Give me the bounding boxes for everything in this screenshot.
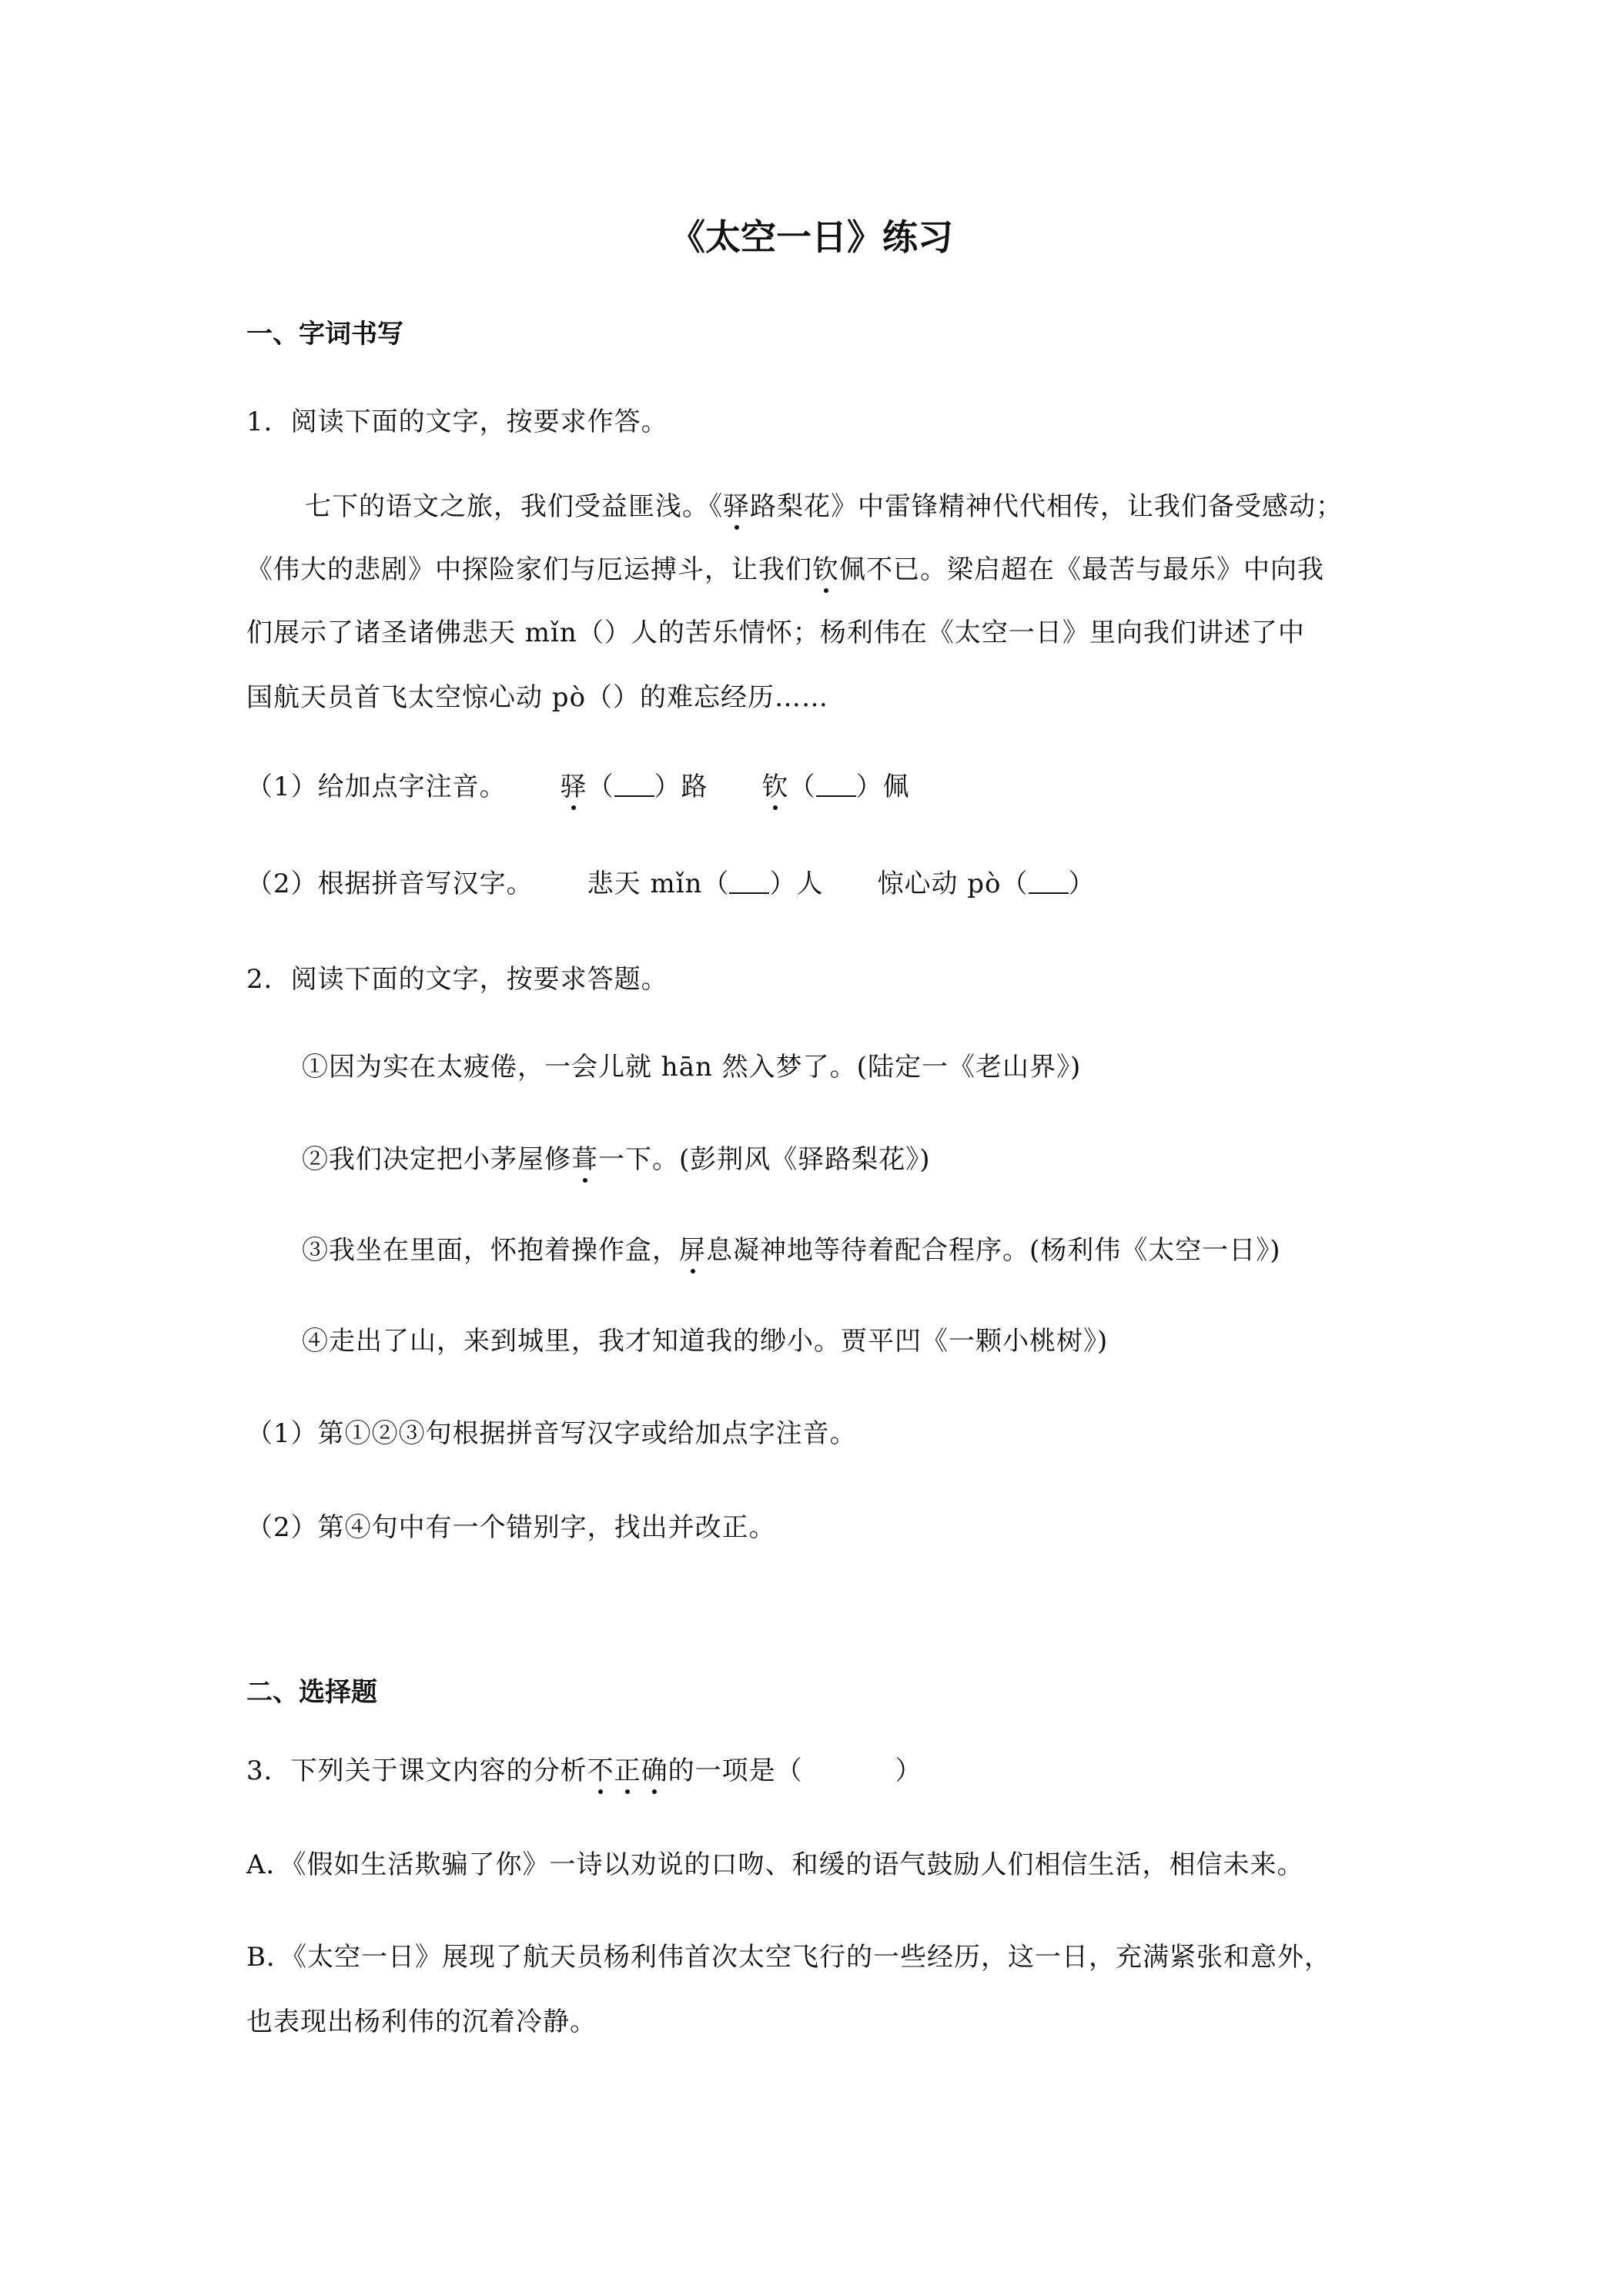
sub-1-char-yi: 驿: [560, 771, 587, 802]
dotted-char-qin: 钦: [812, 554, 839, 585]
sub-2-label: （2）根据拼音写汉字。: [246, 869, 534, 899]
sentence-3-a: ③我坐在里面，怀抱着操作盒，: [302, 1235, 679, 1266]
answer-blank-yi[interactable]: [614, 772, 654, 797]
dotted-char-qi: 葺: [571, 1144, 598, 1175]
sentence-3-b: 息凝神地等待着配合程序。(杨利伟《太空一日》): [706, 1235, 1281, 1266]
passage-line-1-a: 七下的语文之旅，我们受益匪浅。《: [305, 491, 723, 522]
passage-line-2-b: 佩不已。梁启超在《最苦与最乐》中向我: [839, 554, 1324, 585]
dotted-char-ping: 屏: [679, 1235, 706, 1266]
question-1-sub-2: [246, 867, 1096, 901]
question-3-option-a: A．《假如生活欺骗了你》一诗以劝说的口吻、和缓的语气鼓励人们相信生活，相信未来。: [246, 1849, 1304, 1880]
answer-blank-min[interactable]: [729, 869, 769, 894]
question-3-option-b-line-1: B．《太空一日》展现了航天员杨利伟首次太空飞行的一些经历，这一日，充满紧张和意外，: [246, 1942, 1331, 1973]
sub-1-paren-open-1: （: [587, 771, 614, 802]
passage-line-2-a: 《伟大的悲剧》中探险家们与厄运搏斗，让我们: [246, 554, 812, 585]
passage-line-2: [246, 553, 1324, 587]
q3-dotted-zheng: 正: [614, 1755, 641, 1786]
question-2-sentence-3: [302, 1233, 1281, 1267]
question-2-sentence-2: [302, 1143, 931, 1176]
question-2-sub-1: （1）第①②③句根据拼音写汉字或给加点字注音。: [246, 1418, 857, 1449]
question-2-sentence-1: ①因为实在太疲倦，一会儿就 hān 然入梦了。(陆定一《老山界》): [302, 1052, 1082, 1083]
question-2-sub-2: （2）第④句中有一个错别字，找出并改正。: [246, 1512, 776, 1543]
answer-blank-qin[interactable]: [816, 772, 856, 797]
q3-stem-b: 的一项是（: [668, 1755, 803, 1786]
section-heading-1: 一、字词书写: [246, 319, 403, 350]
q3-stem-c: ）: [895, 1755, 922, 1786]
sentence-2-a: ②我们决定把小茅屋修: [302, 1144, 571, 1175]
sub-1-label: （1）给加点字注音。: [246, 771, 507, 802]
answer-blank-po[interactable]: [1029, 869, 1069, 894]
sentence-2-b: 一下。(彭荆风《驿路梨花》): [598, 1144, 931, 1175]
passage-line-1: [305, 490, 1343, 524]
question-2-sentence-4: ④走出了山，来到城里，我才知道我的缈小。贾平凹《一颗小桃树》): [302, 1326, 1109, 1357]
question-3-option-b-line-2: 也表现出杨利伟的沉着冷静。: [246, 2006, 597, 2037]
sub-2-item-2-close: ）: [1068, 869, 1096, 899]
passage-line-1-b: 路梨花》中雷锋精神代代相传，让我们备受感动；: [750, 491, 1343, 522]
sub-2-item-1-close: ）人: [769, 869, 824, 899]
page-title: 《太空一日》练习: [670, 216, 953, 258]
question-1-stem: 1．阅读下面的文字，按要求作答。: [246, 407, 668, 437]
passage-line-4: 国航天员首飞太空惊心动 pò（）的难忘经历……: [246, 682, 829, 713]
sub-1-paren-close-1: ）路: [654, 771, 708, 802]
sub-1-paren-close-2: ）佩: [855, 771, 910, 802]
section-heading-2: 二、选择题: [246, 1677, 377, 1708]
sub-2-item-1-open: 悲天 mǐn（: [587, 869, 730, 899]
dotted-char-yi: 驿: [723, 491, 750, 522]
question-1-sub-1: [246, 770, 910, 804]
passage-line-3: 们展示了诸圣诸佛悲天 mǐn（）人的苦乐情怀；杨利伟在《太空一日》里向我们讲述了中: [246, 618, 1305, 648]
sub-1-paren-open-2: （: [788, 771, 816, 802]
sub-2-item-2-open: 惊心动 pò（: [877, 869, 1029, 899]
question-2-stem: 2．阅读下面的文字，按要求答题。: [246, 964, 668, 995]
q3-dotted-bu: 不: [587, 1755, 614, 1786]
q3-dotted-que: 确: [641, 1755, 668, 1786]
q3-stem-a: 3．下列关于课文内容的分析: [246, 1755, 587, 1786]
sub-1-char-qin: 钦: [761, 771, 789, 802]
question-3-stem: [246, 1754, 922, 1788]
